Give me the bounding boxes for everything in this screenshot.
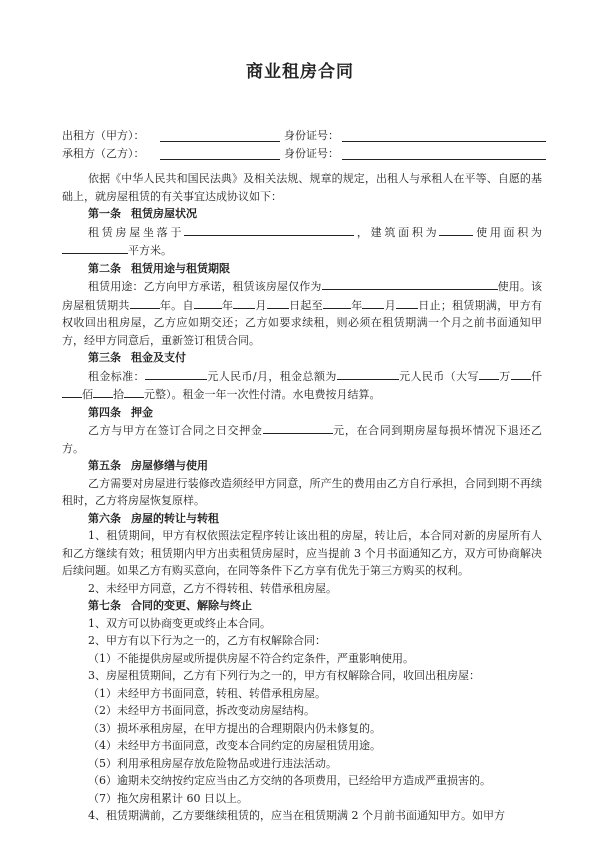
a2-text-4: 年。自 xyxy=(159,298,194,312)
article-7-clause-2: 2、甲方有以下行为之一的，乙方有权解除合同： xyxy=(88,634,326,647)
monthly-rent-blank[interactable] xyxy=(145,367,207,380)
lessor-label: 出租方（甲方）： xyxy=(62,129,145,142)
a1-text-4: 平方米。 xyxy=(128,244,172,257)
article-7-item: （3）损坏承租房屋，在甲方提出的合理期限内仍未修复的。 xyxy=(88,721,381,735)
a3-text-2: 元人民币/月，租金总额为 xyxy=(206,369,337,383)
lessee-id-blank[interactable] xyxy=(342,159,546,160)
article-4-number: 第四条 xyxy=(88,405,121,419)
article-2-text xyxy=(62,277,542,349)
article-5-heading xyxy=(62,457,542,475)
article-1-number: 第一条 xyxy=(88,207,121,220)
article-7-heading xyxy=(62,597,542,615)
start-month-blank[interactable] xyxy=(233,296,255,309)
article-7-title: 合同的变更、解除与终止 xyxy=(131,599,252,612)
intro-paragraph: 依据《中华人民共和国民法典》及相关法规、规章的规定，出租人与承租人在平等、自愿的基础上，就房屋租赁的有关事宜达成协议如下： xyxy=(62,172,542,203)
total-rent-blank[interactable] xyxy=(337,367,399,380)
a2-text-1: 租赁用途：乙方向甲方承诺，租赁该房屋仅作为 xyxy=(88,280,322,293)
article-5-number: 第五条 xyxy=(88,459,121,472)
start-day-blank[interactable] xyxy=(267,296,289,309)
a1-text-1: 租赁房屋坐落于 xyxy=(88,225,185,239)
article-3-text xyxy=(62,367,542,404)
wan-blank[interactable] xyxy=(479,367,499,380)
article-7-item: （4）未经甲方书面同意，改变本合同约定的房屋租赁用途。 xyxy=(88,739,381,752)
building-area-blank[interactable] xyxy=(439,223,473,236)
a3-text-5: 仟 xyxy=(530,369,543,383)
a2-text-6: 月 xyxy=(255,298,267,312)
article-3-number: 第三条 xyxy=(88,351,121,364)
deposit-blank[interactable] xyxy=(263,421,333,434)
usage-blank[interactable] xyxy=(322,277,498,290)
lessor-id-blank[interactable] xyxy=(342,141,546,142)
a3-text-4: 万 xyxy=(498,369,511,383)
lessee-name-blank[interactable] xyxy=(160,159,280,160)
a4-text-2: 元，在合同到期房屋每损坏情况下退还乙方。 xyxy=(62,424,543,455)
contract-body xyxy=(62,170,542,825)
lessor-row xyxy=(62,127,552,145)
article-3-heading xyxy=(62,349,542,367)
a2-text-2: 使用。 xyxy=(497,280,532,293)
article-6-clause-2: 2、未经甲方同意，乙方不得转租、转借承租房屋。 xyxy=(88,581,337,595)
article-7-clause-2-item-1: （1）不能提供房屋或所提供房屋不符合约定条件，严重影响使用。 xyxy=(88,651,414,665)
end-year-blank[interactable] xyxy=(323,296,351,309)
a3-text-8: 元整）。租金一年一次性付清。水电费按月结算。 xyxy=(144,388,381,401)
article-6-number: 第六条 xyxy=(88,511,121,525)
article-3-title: 租金及支付 xyxy=(131,351,186,364)
article-1-heading xyxy=(62,205,542,223)
page-title: 商业租房合同 xyxy=(246,62,354,82)
article-7-clause-4: 4、租赁期满前，乙方要继续租赁的，应当在租赁期满 2 个月前书面通知甲方。如甲方 xyxy=(88,809,505,822)
usable-area-blank[interactable] xyxy=(62,241,128,254)
article-6-heading xyxy=(62,510,542,528)
article-2-heading xyxy=(62,260,542,278)
article-4-title: 押金 xyxy=(131,405,153,419)
lessor-id-label: 身份证号： xyxy=(284,129,339,142)
a2-text-11: 甲方有权收回出租房屋，乙方应如期交还；乙方如要求续租，则必须在租赁期满一个月之前书面通知甲方，经甲方同意后，重新签订租赁合同。 xyxy=(62,298,543,347)
address-blank[interactable] xyxy=(184,223,354,236)
article-7-item: （2）未经甲方书面同意，拆改变动房屋结构。 xyxy=(88,704,315,717)
shi-blank[interactable] xyxy=(93,385,113,398)
lessee-row xyxy=(62,145,552,163)
a3-text-6: 佰 xyxy=(82,388,93,401)
a2-text-3: 该房屋租赁期共 xyxy=(62,280,543,312)
article-6-clause-1: 1、租赁期间，甲方有权依照法定程序转让该出租的房屋，转让后，本合同对新的房屋所有人和乙方继续有效；租赁期内甲方出卖租赁房屋时，应当提前 3 个月书面通知乙方，双方可协商解决后续问题。如果乙方有购买意向，在同等条件下乙方享有优先于第三方购买的权利。 xyxy=(62,529,542,577)
a2-text-8: 年 xyxy=(350,298,363,312)
a3-text-3: 元人民币（大写 xyxy=(398,369,479,383)
a2-text-10: 日止；租赁期满， xyxy=(418,298,509,312)
a3-text-7: 拾 xyxy=(113,388,124,401)
article-5-title: 房屋修缮与使用 xyxy=(131,459,208,472)
article-7-clause-3: 3、房屋租赁期间，乙方有下列行为之一的，甲方有权解除合同，收回出租房屋： xyxy=(88,669,480,682)
article-1-text xyxy=(62,223,542,260)
article-7-item: （5）利用承租房屋存放危险物品或进行违法活动。 xyxy=(88,756,337,770)
article-7-item: （6）逾期未交纳按约定应当由乙方交纳的各项费用，已经给甲方造成严重损害的。 xyxy=(88,774,491,787)
a1-text-2: ，建筑面积为 xyxy=(354,225,440,239)
article-7-number: 第七条 xyxy=(88,599,121,612)
lessee-label: 承租方（乙方）： xyxy=(62,147,145,160)
article-7-clause-1: 1、双方可以协商变更或终止本合同。 xyxy=(88,616,271,630)
article-7-item: （1）未经甲方书面同意，转租、转借承租房屋。 xyxy=(88,686,326,700)
yuan-blank[interactable] xyxy=(124,385,144,398)
lessor-name-blank[interactable] xyxy=(160,141,280,142)
article-5-text: 乙方需要对房屋进行装修改造须经甲方同意，所产生的费用由乙方自行承担，合同到期不再续租时，乙方将房屋恢复原样。 xyxy=(62,476,542,507)
article-2-number: 第二条 xyxy=(88,261,121,275)
a3-text-1: 租金标准： xyxy=(88,369,145,383)
a2-text-9: 月 xyxy=(384,298,397,312)
article-2-title: 租赁用途与租赁期限 xyxy=(131,261,230,275)
term-years-blank[interactable] xyxy=(130,296,160,309)
lessee-id-label: 身份证号： xyxy=(284,147,339,160)
a4-text-1: 乙方与甲方在签订合同之日交押金 xyxy=(88,424,263,437)
a2-text-5: 年 xyxy=(221,298,234,312)
qian-blank[interactable] xyxy=(511,367,531,380)
a1-text-3: 使用面积为 xyxy=(473,225,543,239)
article-6-title: 房屋的转让与转租 xyxy=(131,511,219,525)
article-4-text xyxy=(62,421,542,457)
article-4-heading xyxy=(62,404,542,422)
start-year-blank[interactable] xyxy=(194,296,222,309)
end-month-blank[interactable] xyxy=(362,296,384,309)
end-day-blank[interactable] xyxy=(396,296,418,309)
bai-blank[interactable] xyxy=(62,385,82,398)
article-7-item: （7）拖欠房租累计 60 日以上。 xyxy=(88,791,248,805)
article-1-title: 租赁房屋状况 xyxy=(131,207,197,220)
a2-text-7: 日起至 xyxy=(288,298,323,312)
